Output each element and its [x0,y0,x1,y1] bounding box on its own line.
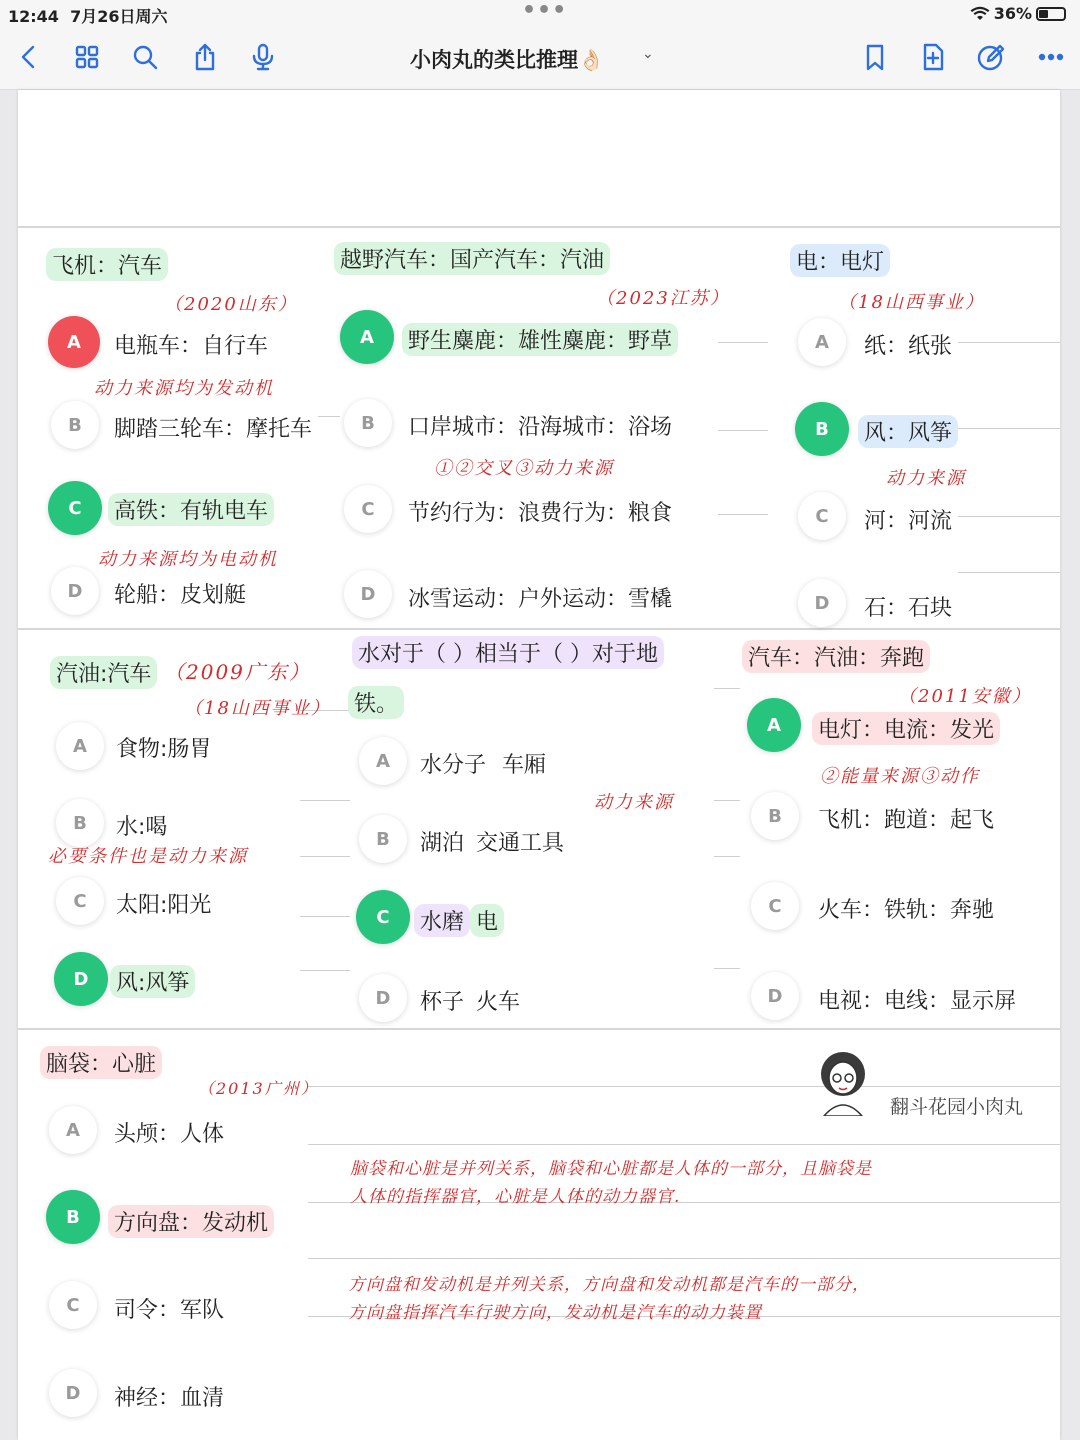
q2-stem: 越野汽车：国产汽车：汽油 [334,242,610,275]
q3-option-a-badge[interactable]: A [798,318,846,366]
q5-note: 动力来源 [594,792,674,813]
q7-option-c: 司令：军队 [114,1298,225,1323]
q4-option-d-badge[interactable]: D [54,952,108,1006]
q3-option-b-badge[interactable]: B [795,402,849,456]
q7-option-c-badge[interactable]: C [49,1281,97,1329]
q4-source-1: （2009广东） [164,660,311,684]
add-page-icon[interactable] [916,40,950,74]
q7-explanation-2-line2: 方向盘指挥汽车行驶方向，发动机是汽车的动力装置 [348,1303,762,1323]
q3-option-d-badge[interactable]: D [798,579,846,627]
q3-option-b: 风：风筝 [858,415,958,448]
wifi-icon [970,6,990,22]
toolbar [0,28,1080,90]
battery-percent: 36% [993,4,1032,23]
q5-option-a-badge[interactable]: A [359,737,407,785]
q6-option-b-badge[interactable]: B [751,792,799,840]
q5-option-b-1: 湖泊 [420,831,465,856]
status-date: 7月26日周六 [70,7,168,26]
q6-option-a: 电灯：电流：发光 [812,712,1000,745]
q5-option-a-1: 水分子 [420,753,487,778]
q2-option-a-badge[interactable]: A [340,310,394,364]
q7-option-d: 神经：血清 [114,1386,225,1411]
q2-source: （2023江苏） [596,288,730,309]
q1-stem: 飞机：汽车 [46,248,168,281]
grid-icon[interactable] [70,40,104,74]
q4-stem: 汽油:汽车 [50,656,157,689]
q1-source: （2020山东） [164,294,298,315]
bookmark-icon[interactable] [858,40,892,74]
q6-option-c: 火车：铁轨：奔驰 [818,898,995,923]
q6-source: （2011安徽） [898,686,1032,707]
q2-option-d-badge[interactable]: D [344,570,392,618]
status-bar [0,0,1080,28]
q5-option-a-2: 车厢 [502,753,547,778]
q4-option-b-badge[interactable]: B [56,799,104,847]
q6-option-c-badge[interactable]: C [751,882,799,930]
q1-option-c: 高铁：有轨电车 [108,493,274,526]
q4-option-c-badge[interactable]: C [56,877,104,925]
q3-source: （18山西事业） [838,292,985,313]
q1-option-b-badge[interactable]: B [51,401,99,449]
note-page[interactable] [18,90,1060,1440]
q4-option-a-badge[interactable]: A [56,722,104,770]
q4-option-d: 风:风筝 [110,965,195,998]
battery-icon [1036,7,1066,21]
q7-option-a-badge[interactable]: A [49,1106,97,1154]
q1-option-b: 脚踏三轮车：摩托车 [114,417,313,442]
more-icon[interactable] [1034,40,1068,74]
pencil-circle-icon[interactable] [974,40,1008,74]
q6-note-a: ②能量来源③动作 [820,766,980,787]
q1-option-c-badge[interactable]: C [48,481,102,535]
q7-option-a: 头颅：人体 [114,1122,225,1147]
q7-source: （2013广州） [198,1079,319,1098]
q7-option-d-badge[interactable]: D [49,1369,97,1417]
q1-option-d-badge[interactable]: D [51,567,99,615]
q2-option-d: 冰雪运动：户外运动：雪橇 [408,587,673,612]
q6-option-b: 飞机：跑道：起飞 [818,808,995,833]
q3-option-c: 河：河流 [864,509,953,534]
q6-stem: 汽车：汽油：奔跑 [742,640,930,673]
q7-stem: 脑袋：心脏 [40,1046,162,1079]
status-time: 12:44 [8,7,59,26]
multitask-dots-icon[interactable]: ••• [522,0,568,23]
q5-option-d-2: 火车 [476,990,521,1015]
q1-option-d: 轮船：皮划艇 [114,583,247,608]
q7-option-b: 方向盘：发动机 [108,1205,274,1238]
q2-option-b-badge[interactable]: B [344,399,392,447]
q2-option-c-badge[interactable]: C [344,485,392,533]
q3-option-a: 纸：纸张 [864,334,953,359]
q3-stem: 电：电灯 [790,244,890,277]
q2-option-c: 节约行为：浪费行为：粮食 [408,501,673,526]
q7-option-b-badge[interactable]: B [46,1190,100,1244]
q6-option-a-badge[interactable]: A [747,698,801,752]
q3-option-c-badge[interactable]: C [798,492,846,540]
q5-option-b-2: 交通工具 [476,831,565,856]
q4-source-2: （18山西事业） [184,698,331,719]
q3-option-d: 石：石块 [864,596,953,621]
q5-option-d-1: 杯子 [420,990,465,1015]
q5-option-c-2: 电 [470,904,504,937]
q7-explanation-1-line1: 脑袋和心脏是并列关系，脑袋和心脏都是人体的一部分，且脑袋是 [350,1159,872,1179]
q5-stem-line1: 水对于（ ）相当于（ ）对于地 [352,636,664,669]
q5-option-c-1: 水磨 [414,904,470,937]
section-divider [18,226,1060,228]
q2-option-b: 口岸城市：沿海城市：浴场 [408,415,673,440]
author-avatar [810,1044,876,1116]
q1-note-a: 动力来源均为发动机 [94,378,274,399]
q4-option-c: 太阳:阳光 [116,893,212,918]
q1-option-a-badge[interactable]: A [48,316,100,368]
q4-note-b: 必要条件也是动力来源 [48,846,248,867]
q5-stem-line2: 铁。 [348,686,404,719]
q7-explanation-1-line2: 人体的指挥器官，心脏是人体的动力器官. [350,1187,681,1207]
q6-option-d: 电视：电线：显示屏 [818,989,1017,1014]
microphone-icon[interactable] [246,40,280,74]
q6-option-d-badge[interactable]: D [751,972,799,1020]
author-name: 翻斗花园小肉丸 [890,1096,1024,1118]
back-icon[interactable] [12,40,46,74]
section-divider [18,628,1060,630]
q2-option-a: 野生麋鹿：雄性麋鹿：野草 [402,323,678,356]
q4-option-b: 水:喝 [116,815,168,840]
section-divider [18,1028,1060,1030]
q5-option-d-badge[interactable]: D [359,974,407,1022]
share-icon[interactable] [188,40,222,74]
chevron-down-icon[interactable]: ⌄ [642,46,654,62]
document-title[interactable]: 小肉丸的类比推理👌🏻 [410,48,605,72]
q1-option-a: 电瓶车：自行车 [114,334,269,359]
q7-explanation-2-line1: 方向盘和发动机是并列关系，方向盘和发动机都是汽车的一部分， [348,1275,870,1295]
q3-note-b: 动力来源 [886,468,966,489]
q5-option-c-badge[interactable]: C [356,890,410,944]
search-icon[interactable] [128,40,162,74]
q2-note-b: ①②交叉③动力来源 [434,458,614,479]
q4-option-a: 食物:肠胃 [116,737,212,762]
q1-note-c: 动力来源均为电动机 [98,549,278,570]
q5-option-b-badge[interactable]: B [359,815,407,863]
